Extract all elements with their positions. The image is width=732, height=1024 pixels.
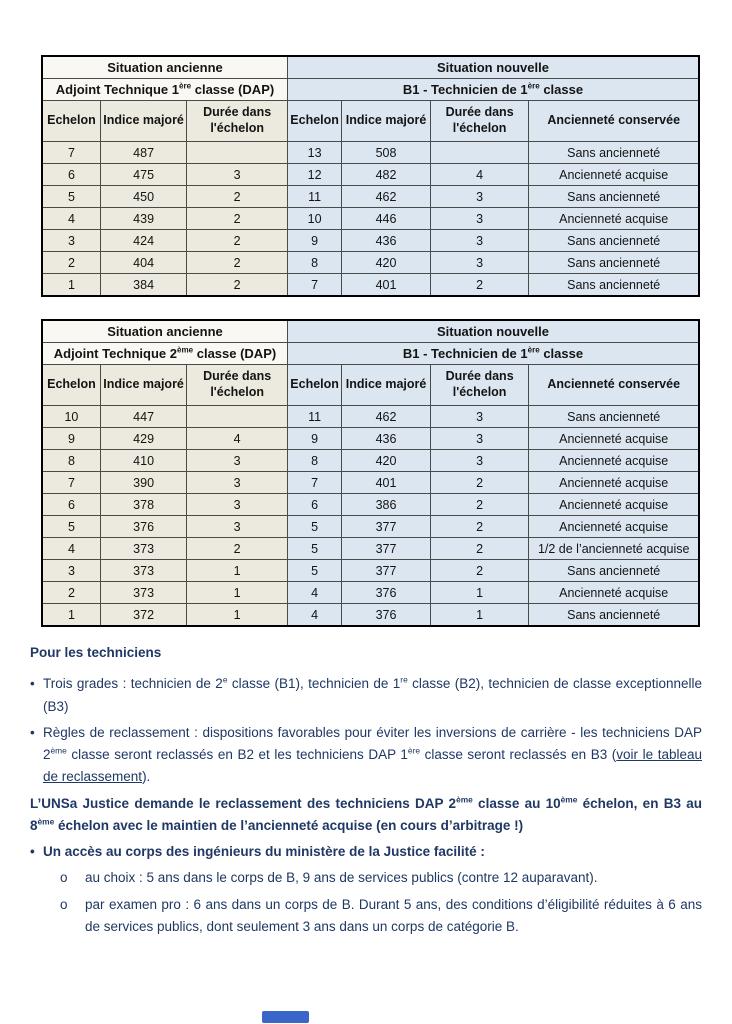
- table-cell: Ancienneté acquise: [529, 494, 699, 516]
- table-cell: 508: [342, 142, 431, 164]
- table-cell: 5: [42, 186, 100, 208]
- table-cell: Ancienneté acquise: [529, 428, 699, 450]
- table-cell: 373: [100, 538, 187, 560]
- table-cell: [187, 406, 288, 428]
- table-cell: 2: [430, 516, 529, 538]
- text-segment: L’UNSa Justice demande le reclassement des techniciens DAP 2: [30, 795, 457, 811]
- table-cell: 5: [287, 560, 341, 582]
- text-segment: classe seront reclassés en B3 (: [420, 747, 617, 763]
- table-cell: 9: [42, 428, 100, 450]
- table-cell: 2: [430, 538, 529, 560]
- table-cell: 390: [100, 472, 187, 494]
- table-cell: 13: [287, 142, 341, 164]
- table-cell: 10: [42, 406, 100, 428]
- table-cell: 1: [430, 604, 529, 627]
- table-cell: 7: [42, 472, 100, 494]
- table-cell: Sans ancienneté: [529, 560, 699, 582]
- text-segment: Adjoint Technique 2: [53, 346, 177, 361]
- table-cell: 2: [187, 538, 288, 560]
- text-segment: re: [400, 674, 408, 685]
- new-grade-title: [287, 79, 699, 101]
- table-cell: 2: [187, 186, 288, 208]
- table-cell: 3: [430, 230, 529, 252]
- table-grade-row: [42, 79, 699, 101]
- table-cell: 9: [287, 428, 341, 450]
- table-cell: Sans ancienneté: [529, 406, 699, 428]
- text-segment: classe (B2), technicien de classe exceptionnelle (B3): [43, 676, 702, 714]
- table-row: [42, 274, 699, 297]
- text-segment: ère: [527, 345, 540, 355]
- text-segment: e: [222, 674, 228, 685]
- column-header: Ancienneté conservée: [529, 365, 699, 406]
- table-cell: 8: [287, 252, 341, 274]
- table-cell: Sans ancienneté: [529, 604, 699, 627]
- text-segment: au choix : 5 ans dans le corps de B, 9 ans de services publics (contre 12 auparavant).: [85, 870, 598, 886]
- text-segment: classe: [539, 346, 584, 361]
- note-text: [43, 722, 702, 789]
- table-cell: 378: [100, 494, 187, 516]
- table-title-row: [42, 320, 699, 343]
- table-cell: 373: [100, 560, 187, 582]
- sub-bullet-marker: o: [60, 896, 68, 912]
- table-cell: 4: [430, 164, 529, 186]
- text-segment: ère: [179, 81, 192, 91]
- table-cell: 2: [187, 230, 288, 252]
- notes-heading: Pour les techniciens: [30, 645, 162, 660]
- reclassement-table-2: [41, 319, 700, 627]
- table-cell: Sans ancienneté: [529, 274, 699, 297]
- text-segment: Un accès au corps des ingénieurs du ministère de la Justice facilité :: [43, 844, 485, 860]
- table-cell: Ancienneté acquise: [529, 164, 699, 186]
- table-row: [42, 208, 699, 230]
- table-cell: 3: [42, 560, 100, 582]
- column-header: Echelon: [287, 101, 341, 142]
- old-grade-title: [42, 79, 287, 101]
- column-header: Durée dans l'échelon: [187, 101, 288, 142]
- column-header: Echelon: [287, 365, 341, 406]
- table-cell: 420: [342, 252, 431, 274]
- table-cell: 3: [430, 252, 529, 274]
- text-segment: échelon avec le maintien de l’ancienneté acquise (en cours d’arbitrage !): [54, 817, 524, 833]
- table-cell: 436: [342, 230, 431, 252]
- old-grade-title: [42, 343, 287, 365]
- text-segment: B1 - Technicien de 1: [402, 346, 528, 361]
- new-grade-title: [287, 343, 699, 365]
- table-row: [42, 604, 699, 627]
- table-cell: 7: [42, 142, 100, 164]
- text-segment: classe au 10: [472, 795, 561, 811]
- table-cell: 429: [100, 428, 187, 450]
- table-cell: 7: [287, 274, 341, 297]
- table-row: [42, 494, 699, 516]
- new-situation-title: Situation nouvelle: [287, 320, 699, 343]
- text-segment: ).: [142, 769, 151, 785]
- column-header: Indice majoré: [342, 101, 431, 142]
- table-cell: 424: [100, 230, 187, 252]
- table-cell: 376: [100, 516, 187, 538]
- table-cell: Sans ancienneté: [529, 252, 699, 274]
- table-grade-row: [42, 343, 699, 365]
- table-cell: 1: [42, 274, 100, 297]
- table-cell: 12: [287, 164, 341, 186]
- table-cell: Ancienneté acquise: [529, 208, 699, 230]
- table-cell: 1: [187, 604, 288, 627]
- table-cell: 373: [100, 582, 187, 604]
- text-segment: ème: [456, 794, 473, 805]
- table-row: [42, 142, 699, 164]
- table-cell: 10: [287, 208, 341, 230]
- text-segment: classe (B1), technicien de 1: [227, 676, 401, 692]
- table-cell: 384: [100, 274, 187, 297]
- table-cell: 3: [187, 450, 288, 472]
- text-segment: échelon, en B3 au 8: [30, 795, 702, 833]
- column-header: Indice majoré: [100, 101, 187, 142]
- table-cell: 1: [430, 582, 529, 604]
- table-cell: 8: [42, 450, 100, 472]
- table-row: [42, 516, 699, 538]
- text-segment: classe: [539, 82, 584, 97]
- bullet-marker: •: [30, 724, 35, 740]
- table-cell: 11: [287, 186, 341, 208]
- table-cell: 436: [342, 428, 431, 450]
- table-cell: 2: [430, 274, 529, 297]
- table-cell: 5: [287, 516, 341, 538]
- table-cell: 376: [342, 582, 431, 604]
- table-cell: 482: [342, 164, 431, 186]
- table-row: [42, 560, 699, 582]
- note-text: [43, 673, 702, 718]
- table-cell: 2: [430, 494, 529, 516]
- table-cell: 3: [187, 472, 288, 494]
- table-cell: Ancienneté acquise: [529, 516, 699, 538]
- table-cell: Ancienneté acquise: [529, 450, 699, 472]
- table-cell: 4: [287, 582, 341, 604]
- table-cell: 487: [100, 142, 187, 164]
- table-cell: 401: [342, 274, 431, 297]
- table-cell: 7: [287, 472, 341, 494]
- table-cell: 2: [187, 252, 288, 274]
- table-cell: 2: [430, 472, 529, 494]
- table-cell: 404: [100, 252, 187, 274]
- note-subitem-au-choix: [30, 867, 702, 889]
- note-item-acces-ingenieurs: [30, 841, 702, 863]
- table-cell: 462: [342, 186, 431, 208]
- table-cell: 462: [342, 406, 431, 428]
- column-header: Echelon: [42, 101, 100, 142]
- table-cell: Sans ancienneté: [529, 186, 699, 208]
- text-segment: B1 - Technicien de 1: [402, 82, 528, 97]
- table-cell: Ancienneté acquise: [529, 472, 699, 494]
- table-cell: 439: [100, 208, 187, 230]
- text-segment: Trois grades : technicien de 2: [43, 676, 223, 692]
- table-cell: 2: [187, 274, 288, 297]
- text-segment: classe (DAP): [193, 346, 277, 361]
- table-cell: 5: [42, 516, 100, 538]
- table-row: [42, 252, 699, 274]
- table-row: [42, 164, 699, 186]
- text-segment: par examen pro : 6 ans dans un corps de B. Durant 5 ans, des conditions d’éligibilité réduites à 6 ans de services publics, dont seulement 3 ans dans un corps de catégorie B.: [85, 896, 702, 934]
- column-header: Durée dans l'échelon: [430, 101, 529, 142]
- table-cell: 2: [187, 208, 288, 230]
- text-segment: classe (DAP): [191, 82, 275, 97]
- old-situation-title: Situation ancienne: [42, 56, 287, 79]
- table-cell: 410: [100, 450, 187, 472]
- table-cell: 3: [430, 186, 529, 208]
- table-cell: 401: [342, 472, 431, 494]
- table-cell: Sans ancienneté: [529, 142, 699, 164]
- note-item-grades: [30, 673, 702, 718]
- table-cell: 2: [42, 252, 100, 274]
- table-row: [42, 538, 699, 560]
- table-cell: 3: [430, 406, 529, 428]
- table-row: [42, 406, 699, 428]
- note-text: [85, 867, 702, 889]
- table-row: [42, 230, 699, 252]
- table-cell: 377: [342, 538, 431, 560]
- table-cell: 475: [100, 164, 187, 186]
- table-cell: 6: [287, 494, 341, 516]
- table-cell: 3: [187, 164, 288, 186]
- note-item-regles: [30, 722, 702, 789]
- table-cell: 5: [287, 538, 341, 560]
- column-header: Echelon: [42, 365, 100, 406]
- table-cell: 4: [187, 428, 288, 450]
- text-segment: ème: [177, 345, 194, 355]
- table-cell: 420: [342, 450, 431, 472]
- table-cell: 386: [342, 494, 431, 516]
- text-segment: ère: [527, 81, 540, 91]
- column-header: Indice majoré: [342, 365, 431, 406]
- notes-section: [30, 642, 702, 942]
- table-cell: 450: [100, 186, 187, 208]
- table-cell: [430, 142, 529, 164]
- table-cell: Ancienneté acquise: [529, 582, 699, 604]
- note-unsa-demand: [30, 793, 702, 838]
- table-cell: 2: [430, 560, 529, 582]
- table-cell: Sans ancienneté: [529, 230, 699, 252]
- table-cell: 4: [42, 538, 100, 560]
- column-header: Durée dans l'échelon: [187, 365, 288, 406]
- table-cell: 446: [342, 208, 431, 230]
- text-segment: Règles de reclassement : dispositions favorables pour éviter les inversions de carrière - les techniciens DAP 2: [43, 724, 702, 763]
- table-row: [42, 582, 699, 604]
- table-cell: 1: [187, 582, 288, 604]
- bullet-marker: •: [30, 676, 35, 692]
- table-cell: 372: [100, 604, 187, 627]
- table-cell: 3: [430, 428, 529, 450]
- table-cell: 447: [100, 406, 187, 428]
- table-cell: 377: [342, 516, 431, 538]
- text-segment: Adjoint Technique 1: [55, 82, 180, 97]
- bullet-marker: •: [30, 844, 35, 860]
- column-header: Ancienneté conservée: [529, 101, 699, 142]
- table-title-row: [42, 56, 699, 79]
- text-segment: classe seront reclassés en B2 et les techniciens DAP 1: [66, 747, 408, 763]
- table-cell: 8: [287, 450, 341, 472]
- table-cell: 4: [42, 208, 100, 230]
- table-cell: 1/2 de l’ancienneté acquise: [529, 538, 699, 560]
- table-cell: 1: [187, 560, 288, 582]
- table-cell: 6: [42, 494, 100, 516]
- column-header: Indice majoré: [100, 365, 187, 406]
- table-cell: 6: [42, 164, 100, 186]
- new-situation-title: Situation nouvelle: [287, 56, 699, 79]
- table-cell: 3: [187, 494, 288, 516]
- table-cell: 3: [42, 230, 100, 252]
- table-column-header-row: [42, 365, 699, 406]
- text-segment: ème: [560, 794, 578, 805]
- table-cell: 2: [42, 582, 100, 604]
- table-row: [42, 450, 699, 472]
- table-cell: 3: [430, 208, 529, 230]
- text-segment: ème: [37, 816, 55, 827]
- text-segment: ème: [50, 745, 67, 756]
- table-cell: 9: [287, 230, 341, 252]
- column-header: Durée dans l'échelon: [430, 365, 529, 406]
- table-row: [42, 428, 699, 450]
- table-cell: [187, 142, 288, 164]
- footer-link-annotation[interactable]: [262, 1011, 309, 1023]
- table-cell: 3: [430, 450, 529, 472]
- text-segment: ère: [407, 745, 421, 756]
- sub-bullet-marker: o: [60, 870, 68, 886]
- table-cell: 4: [287, 604, 341, 627]
- table-cell: 3: [187, 516, 288, 538]
- table-cell: 376: [342, 604, 431, 627]
- table-cell: 1: [42, 604, 100, 627]
- reclassement-table-1: [41, 55, 700, 297]
- note-subitem-examen-pro: [30, 894, 702, 939]
- reclassement-table-link[interactable]: voir le tableau de reclassement: [43, 747, 702, 785]
- table-row: [42, 472, 699, 494]
- table-column-header-row: [42, 101, 699, 142]
- note-text: [43, 841, 702, 863]
- table-cell: 377: [342, 560, 431, 582]
- table-row: [42, 186, 699, 208]
- table-cell: 11: [287, 406, 341, 428]
- old-situation-title: Situation ancienne: [42, 320, 287, 343]
- note-text: [85, 894, 702, 939]
